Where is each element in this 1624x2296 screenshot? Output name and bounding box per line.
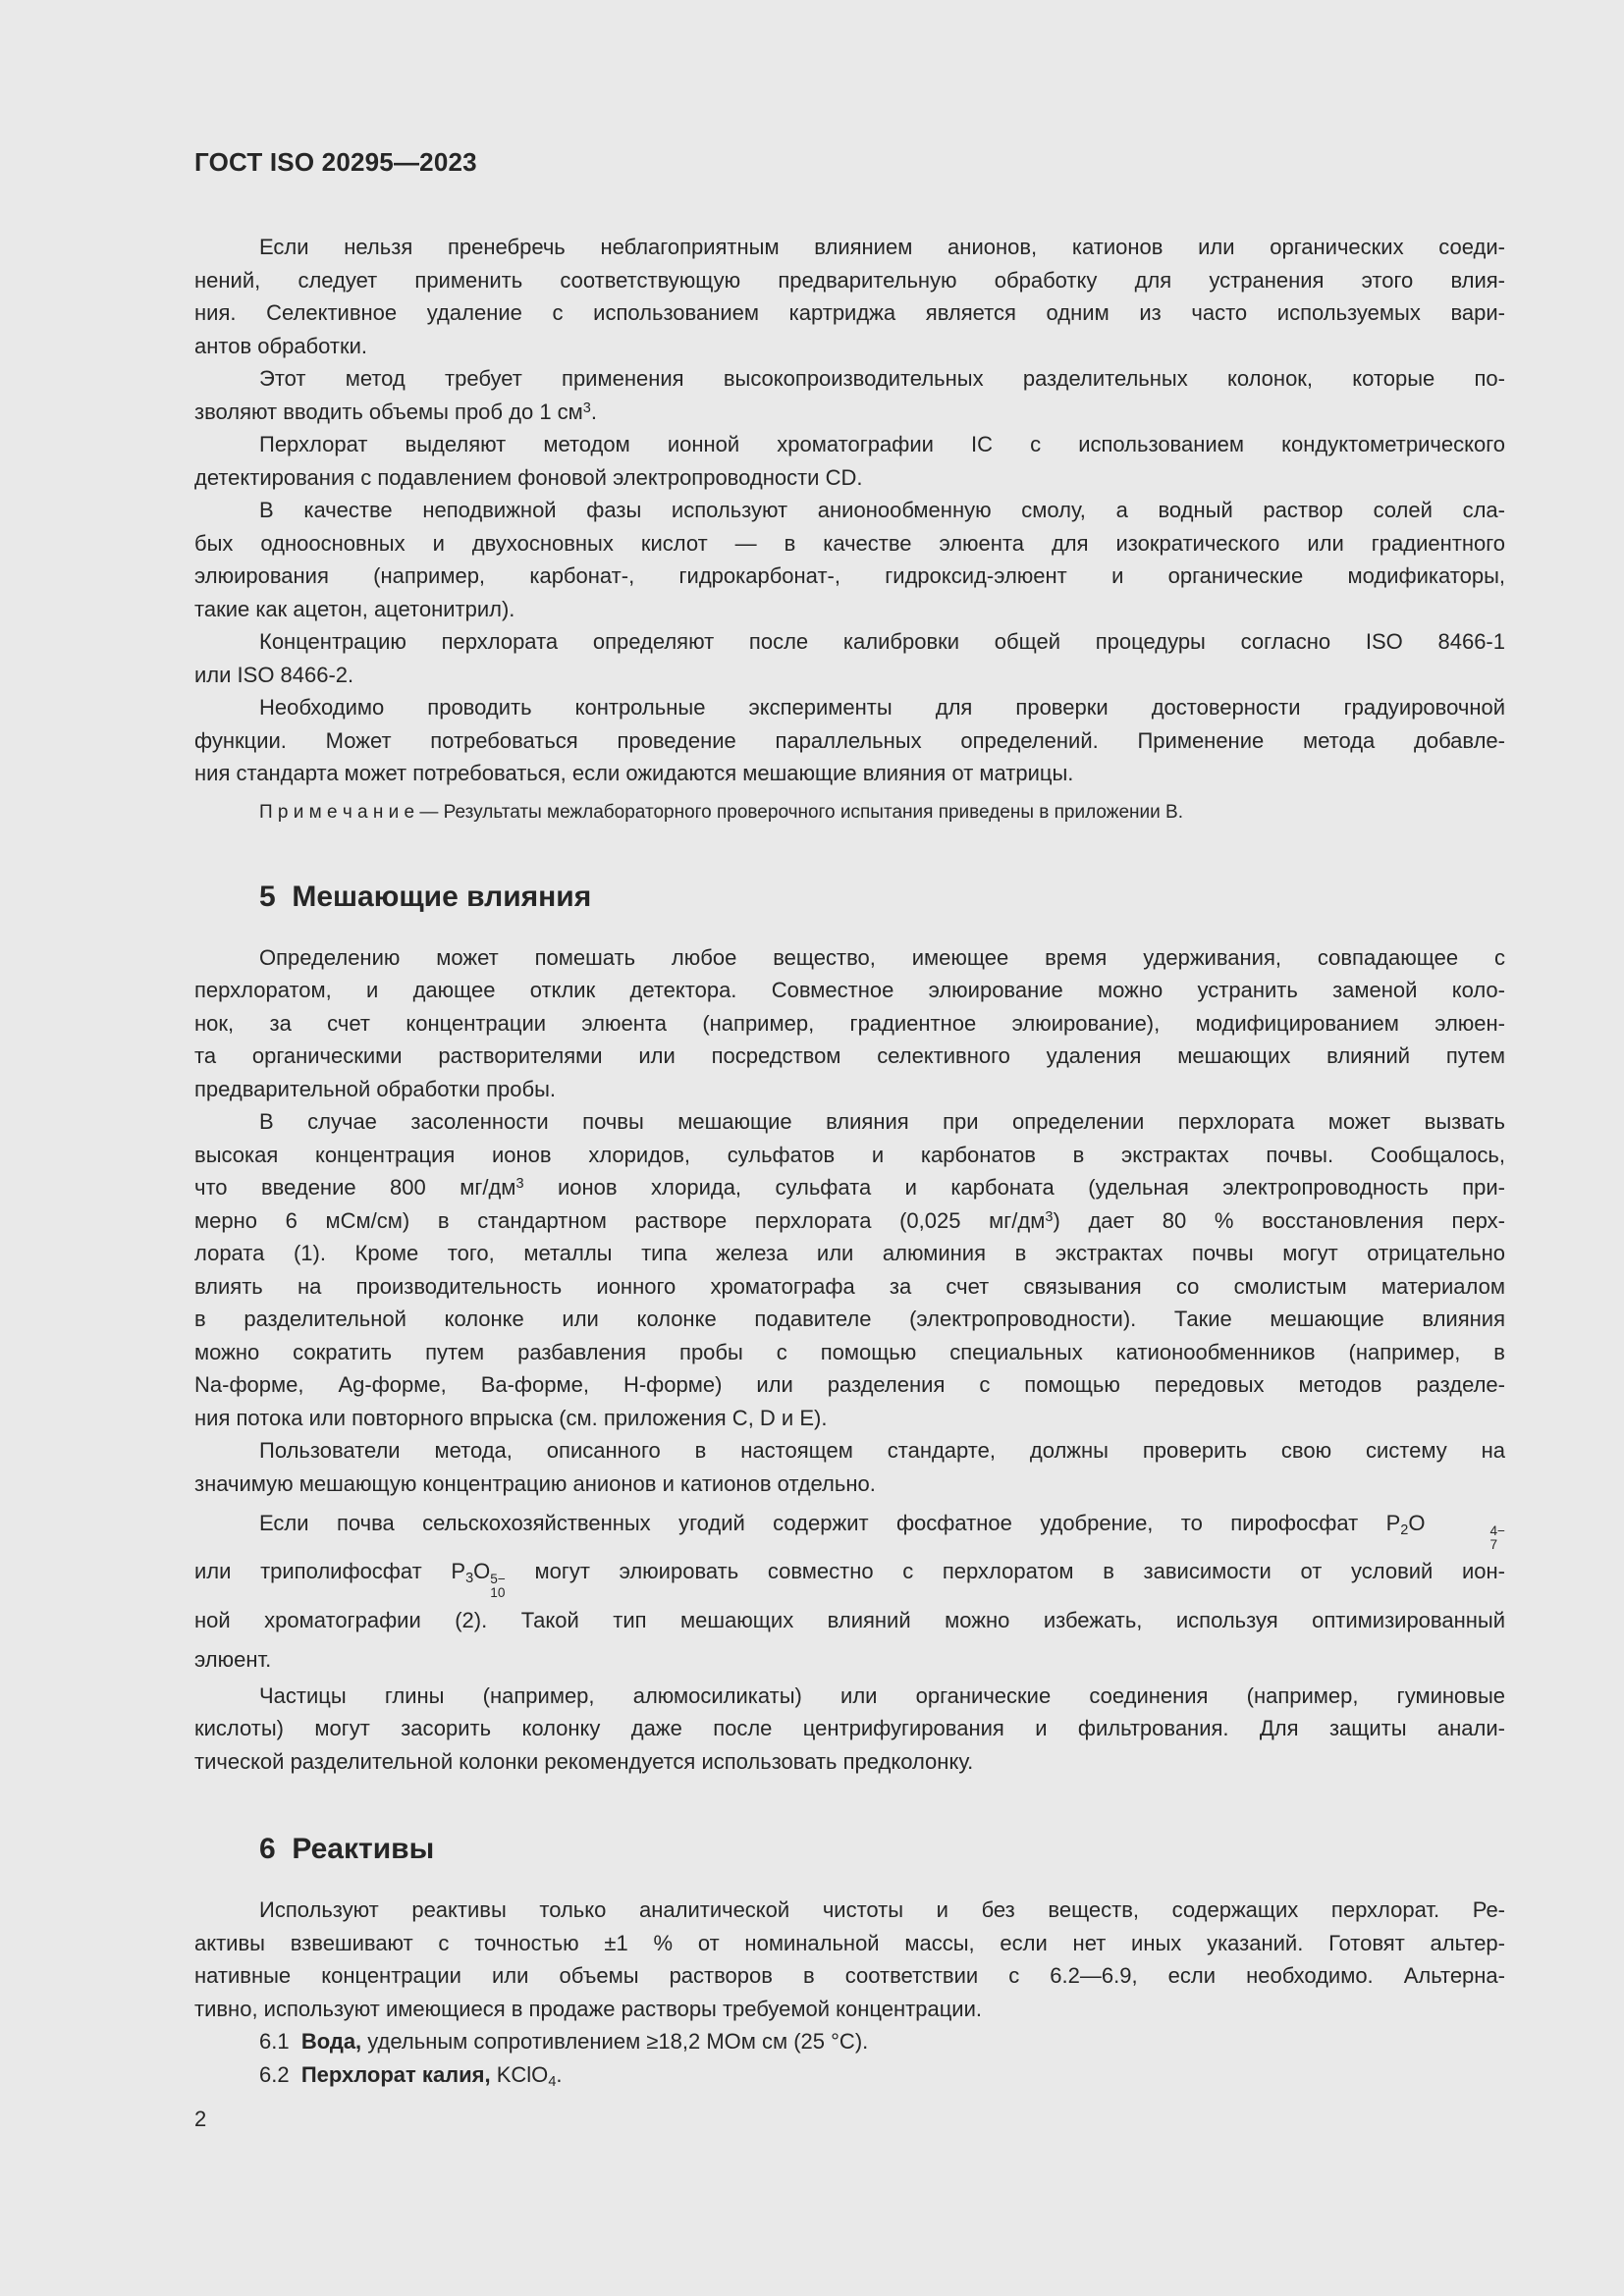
text-line: Перхлорат выделяют методом ионной хроматографии IC с использованием кондуктометрического [259, 432, 1505, 456]
para-phosphates [194, 1504, 1505, 1680]
text-line: нативные концентрации или объемы растворов в соответствии с 6.2—6.9, если необходимо. Альтерна- [194, 1963, 1505, 1989]
text-line: тивно, используют имеющиеся в продаже растворы требуемой концентрации. [194, 1996, 982, 2021]
text-line: перхлоратом, и дающее отклик детектора. Совместное элюирование можно устранить заменой коло- [194, 978, 1505, 1002]
document-blocks [194, 231, 1505, 2091]
para-stationary-phase [194, 494, 1505, 625]
section-6-heading [194, 1831, 1505, 1868]
text-line: бых одноосновных и двухосновных кислот — в качестве элюента для изократического или градиентного [194, 530, 1505, 556]
para-calibration [194, 625, 1505, 691]
section-5-heading [194, 879, 1505, 916]
text-line: или триполифосфат $P_3O$ 5− 10 могут элюировать совместно с перхлоратом в зависимости от условий ион- [194, 1559, 1505, 1601]
text-line: ния стандарта может потребоваться, если ожидаются мешающие влияния от матрицы. [194, 761, 1074, 785]
item-6-2-potassium-perchlorate [194, 2058, 1505, 2092]
para-clay-particles [194, 1680, 1505, 1779]
text-line: такие как ацетон, ацетонитрил). [194, 596, 515, 621]
text-line: или ISO 8466-2. [194, 662, 354, 687]
text-line: в разделительной колонке или колонке подавителе (электропроводности). Такие мешающие влияния [194, 1307, 1505, 1331]
text-line: активы взвешивают с точностью ±1 % от номинальной массы, если нет иных указаний. Готовят альтер- [194, 1930, 1505, 1955]
text-line: В случае засоленности почвы мешающие влияния при определении перхлората может вызвать [259, 1109, 1505, 1134]
text-line: Необходимо проводить контрольные эксперименты для проверки достоверности градуировочной [259, 695, 1505, 720]
para-columns [194, 362, 1505, 428]
text-line: что введение 800 $мг/дм^3$ ионов хлорида, сульфата и карбоната (удельная электропроводность при- [194, 1175, 1506, 1200]
text-line: 6.2 Перхлорат калия, KClO$_4$. [259, 2061, 563, 2090]
text-line: Частицы глины (например, алюмосиликаты) или органические соединения (например, гуминовые [259, 1682, 1505, 1708]
text-line: антов обработки. [194, 333, 368, 358]
text-line: Если нельзя пренебречь неблагоприятным влиянием анионов, катионов или органических соеди- [259, 235, 1505, 259]
text-line: влиять на производительность ионного хроматографа за счет связывания со смолистым материалом [194, 1273, 1505, 1299]
text-line: 5 Мешающие влияния [259, 880, 592, 913]
text-line: ния потока или повторного впрыска (см. приложения C, D и E). [194, 1405, 828, 1430]
text-line: мерно 6 мСм/см) в стандартном растворе перхлората (0,025 $мг/дм^3$) дает 80 % восстановления перх- [194, 1207, 1505, 1233]
para-reagents-intro [194, 1894, 1505, 2025]
item-6-1-water [194, 2025, 1505, 2058]
para-control-experiments [194, 691, 1505, 790]
text-line: нений, следует применить соответствующую предварительную обработку для устранения этого влия- [194, 267, 1505, 293]
para-user-check [194, 1434, 1505, 1500]
para-pretreatment [194, 231, 1505, 362]
text-line: 6.1 Вода, удельным сопротивлением ≥18,2 МОм см (25 °C). [259, 2029, 869, 2055]
page-number: 2 [194, 2107, 207, 2132]
text-line: П р и м е ч а н и е — Результаты межлабораторного проверочного испытания приведены в приложении В. [259, 801, 1183, 823]
text-line: функции. Может потребоваться проведение параллельных определений. Применение метода добавле- [194, 727, 1505, 753]
text-line: ной хроматографии (2). Такой тип мешающих влияний можно избежать, используя оптимизированный [194, 1607, 1505, 1632]
document-header: ГОСТ ISO 20295—2023 [194, 147, 477, 177]
text-line: Na-форме, Ag-форме, Ba-форме, H-форме) или разделения с помощью передовых методов разделе- [194, 1372, 1505, 1397]
text-line: элюент. [194, 1646, 272, 1672]
text-line: 6 Реактивы [259, 1833, 435, 1866]
text-line: кислоты) могут засорить колонку даже после центрифугирования и фильтрования. Для защиты анали- [194, 1716, 1505, 1741]
text-line: лората (1). Кроме того, металлы типа железа или алюминия в экстрактах почвы могут отрицательно [194, 1241, 1505, 1265]
text-line: Концентрацию перхлората определяют после калибровки общей процедуры согласно ISO 8466-1 [259, 629, 1505, 654]
text-line: Используют реактивы только аналитической чистоты и без веществ, содержащих перхлорат. Ре- [259, 1897, 1505, 1923]
para-ic-method [194, 428, 1505, 494]
note-interlab-results [194, 800, 1505, 826]
text-line: высокая концентрация ионов хлоридов, сульфатов и карбонатов в экстрактах почвы. Сообщалось, [194, 1142, 1505, 1167]
text-line: Если почва сельскохозяйственных угодий содержит фосфатное удобрение, то пирофосфат $P_2O$ 4− 7 [259, 1511, 1505, 1553]
text-line: Пользователи метода, описанного в настоящем стандарте, должны проверить свою систему на [259, 1438, 1505, 1463]
para-interference-general [194, 941, 1505, 1106]
text-line: детектирования с подавлением фоновой электропроводности CD. [194, 464, 863, 490]
text-line: зволяют вводить объемы проб до 1 $см^3$. [194, 399, 597, 424]
text-line: ния. Селективное удаление с использованием картриджа является одним из часто используемых вари- [194, 300, 1505, 325]
text-line: нок, за счет концентрации элюента (например, градиентное элюирование), модифицированием элюен- [194, 1010, 1505, 1036]
text-line: значимую мешающую концентрацию анионов и катионов отдельно. [194, 1470, 876, 1496]
text-line: та органическими растворителями или посредством селективного удаления мешающих влияний путем [194, 1043, 1505, 1068]
text-line: предварительной обработки пробы. [194, 1076, 557, 1101]
text-line: В качестве неподвижной фазы используют анионообменную смолу, а водный раствор солей сла- [259, 498, 1505, 522]
text-line: Определению может помешать любое вещество, имеющее время удерживания, совпадающее с [259, 944, 1505, 970]
text-line: Этот метод требует применения высокопроизводительных разделительных колонок, которые по- [259, 366, 1505, 391]
para-soil-salinity [194, 1105, 1505, 1434]
text-line: элюирования (например, карбонат-, гидрокарбонат-, гидроксид-элюент и органические модификаторы, [194, 563, 1505, 588]
text-line: можно сократить путем разбавления пробы с помощью специальных катионообменников (например, в [194, 1339, 1505, 1364]
text-line: тической разделительной колонки рекомендуется использовать предколонку. [194, 1748, 974, 1774]
